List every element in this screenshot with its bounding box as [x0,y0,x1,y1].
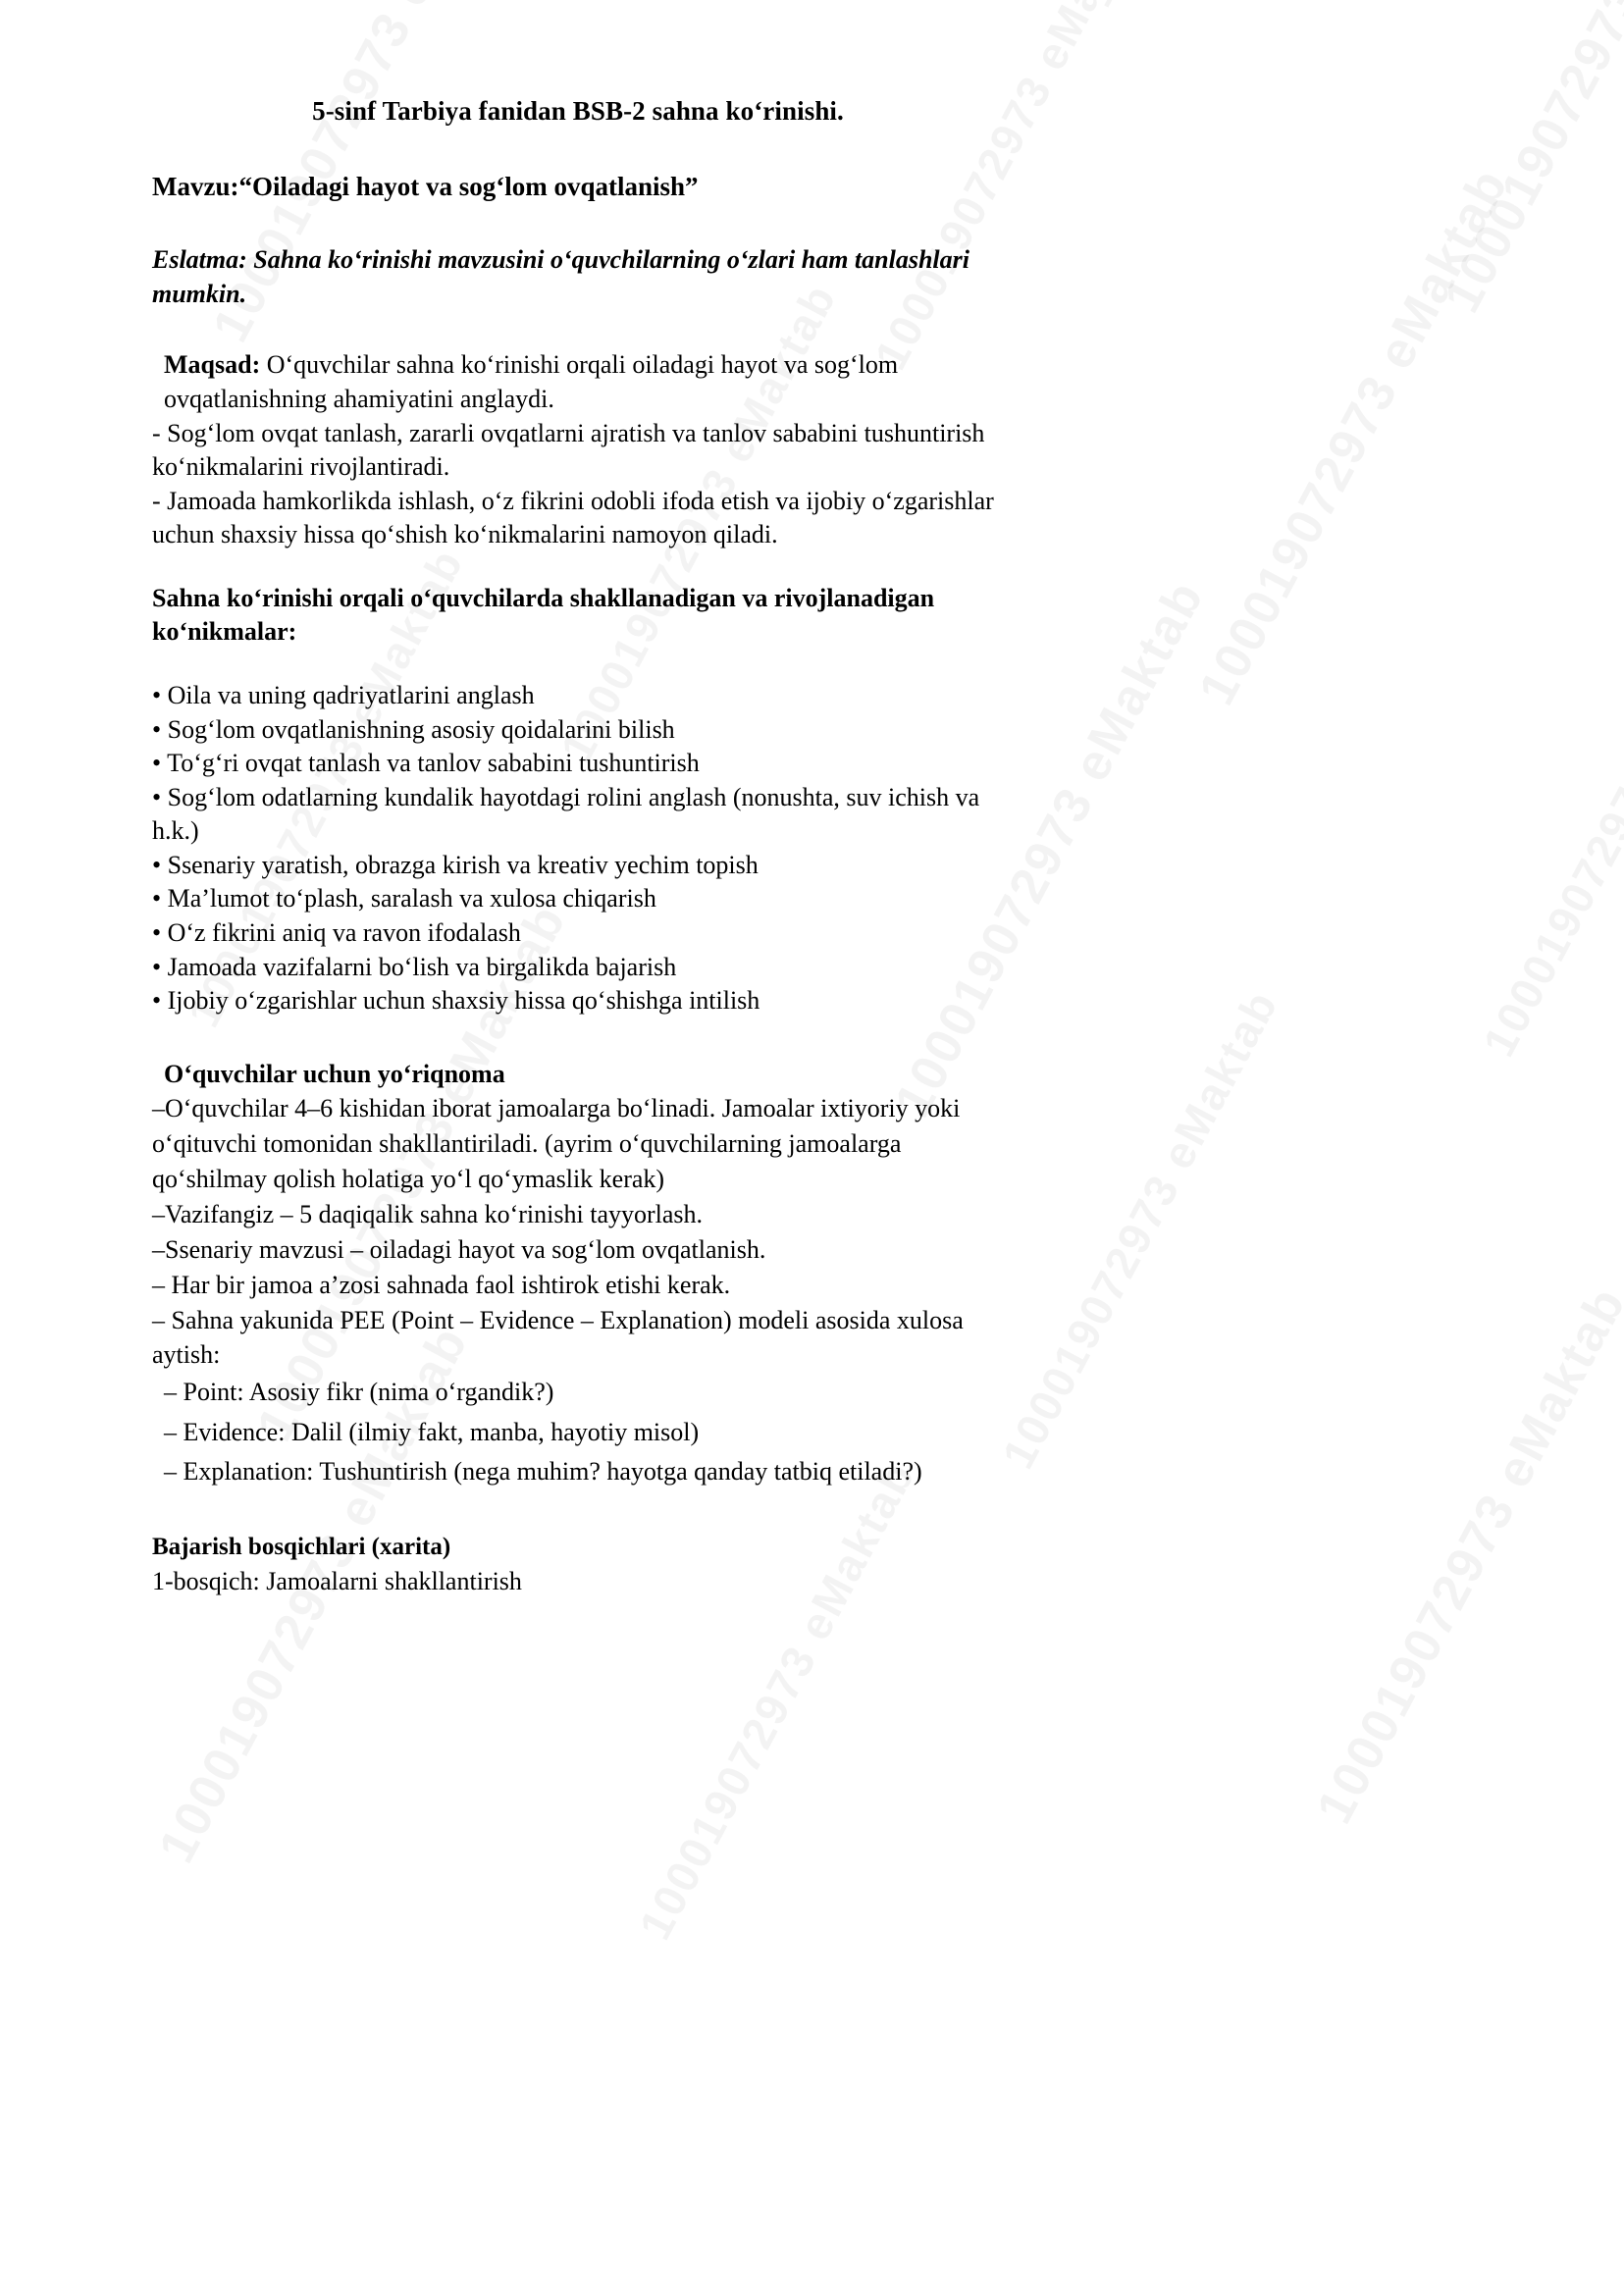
list-item: • Jamoada vazifalarni bo‘lish va birgalikda bajarish [152,952,677,981]
watermark-text [991,981,1288,1478]
list-item: • Oila va uning qadriyatlarini anglash [152,680,535,709]
list-item: • O‘z fikrini aniq va ravon ifodalash [152,918,521,948]
list-item: • To‘g‘ri ovqat tanlash va tanlov sababini tushuntirish [152,749,700,778]
watermark-text [1187,159,1520,714]
list-item: –Vazifangiz – 5 daqiqalik sahna ko‘rinishi tayyorlash. [152,1199,704,1228]
skills-list [152,679,1004,1018]
page-title: 5-sinf Tarbiya fanidan BSB-2 sahna ko‘rinishi. [312,96,844,126]
objective-point: - Jamoada hamkorlikda ishlash, o‘z fikrini odobli ifoda etish va ijobiy o‘zgarishlar uchun shaxsiy hissa qo‘shish ko‘nikmalarini namoyon qiladi. [152,486,994,549]
instructions-heading: O‘quvchilar uchun yo‘riqnoma [164,1059,505,1088]
list-item: • Ma’lumot to‘plash, saralash va xulosa chiqarish [152,884,656,913]
watermark-text [1433,0,1624,322]
stage-item: 1-bosqich: Jamoalarni shakllantirish [152,1566,522,1595]
list-item: – Point: Asosiy fikr (nima o‘rgandik?) [164,1378,554,1407]
subject-heading: Mavzu:“Oiladagi hayot va sog‘lom ovqatlanish” [152,172,699,202]
objective-points [152,417,1004,552]
list-item: • Sog‘lom odatlarning kundalik hayotdagi rolini anglash (nonushta, suv ichish va h.k.) [152,782,980,846]
pee-model-list [152,1373,1004,1491]
objective-point: - Sog‘lom ovqat tanlash, zararli ovqatlarni ajratish va tanlov sababini tushuntirish ko‘nikmalarini rivojlantiradi. [152,418,985,482]
note-heading: Eslatma: Sahna ko‘rinishi mavzusini o‘quvchilarning o‘zlari ham tanlashlari mumkin. [152,245,969,308]
list-item: • Ssenariy yaratish, obrazga kirish va kreativ yechim topish [152,850,759,879]
objective-paragraph [152,348,1004,416]
objective-label: Maqsad: [164,350,261,380]
list-item: – Sahna yakunida PEE (Point – Evidence – Explanation) modeli asosida xulosa aytish: [152,1305,964,1370]
document-body [152,94,1004,1598]
list-item: – Evidence: Dalil (ilmiy fakt, manba, hayotiy misol) [164,1417,700,1446]
list-item: –Ssenariy mavzusi – oiladagi hayot va sog‘lom ovqatlanish. [152,1234,766,1264]
list-item: – Har bir jamoa a’zosi sahnada faol ishtirok etishi kerak. [152,1270,731,1299]
watermark-text [1472,569,1624,1066]
list-item: • Ijobiy o‘zgarishlar uchun shaxsiy hissa qo‘shishga intilish [152,986,760,1016]
watermark-text [1305,1278,1624,1833]
skills-heading: Sahna ko‘rinishi orqali o‘quvchilarda shakllanadigan va rivojlanadigan ko‘nikmalar: [152,583,935,647]
list-item: – Explanation: Tushuntirish (nega muhim? hayotga qanday tatbiq etiladi?) [164,1456,922,1486]
watermark-text [1070,0,1367,15]
instructions-list [152,1091,1004,1373]
objective-text: O‘quvchilar sahna ko‘rinishi orqali oiladagi hayot va sog‘lom ovqatlanishning ahamiyatini anglaydi. [164,350,899,413]
list-item: • Sog‘lom ovqatlanishning asosiy qoidalarini bilish [152,714,675,744]
list-item: –O‘quvchilar 4–6 kishidan iborat jamoalarga bo‘linadi. Jamoalar ixtiyoriy yoki o‘qituvchi tomonidan shakllantiriladi. (ayrim o‘quvchilarning jamoalarga qo‘shilmay qolish holatiga yo‘l qo‘ymaslik kerak) [152,1094,961,1194]
stages-heading: Bajarish bosqichlari (xarita) [152,1534,451,1561]
